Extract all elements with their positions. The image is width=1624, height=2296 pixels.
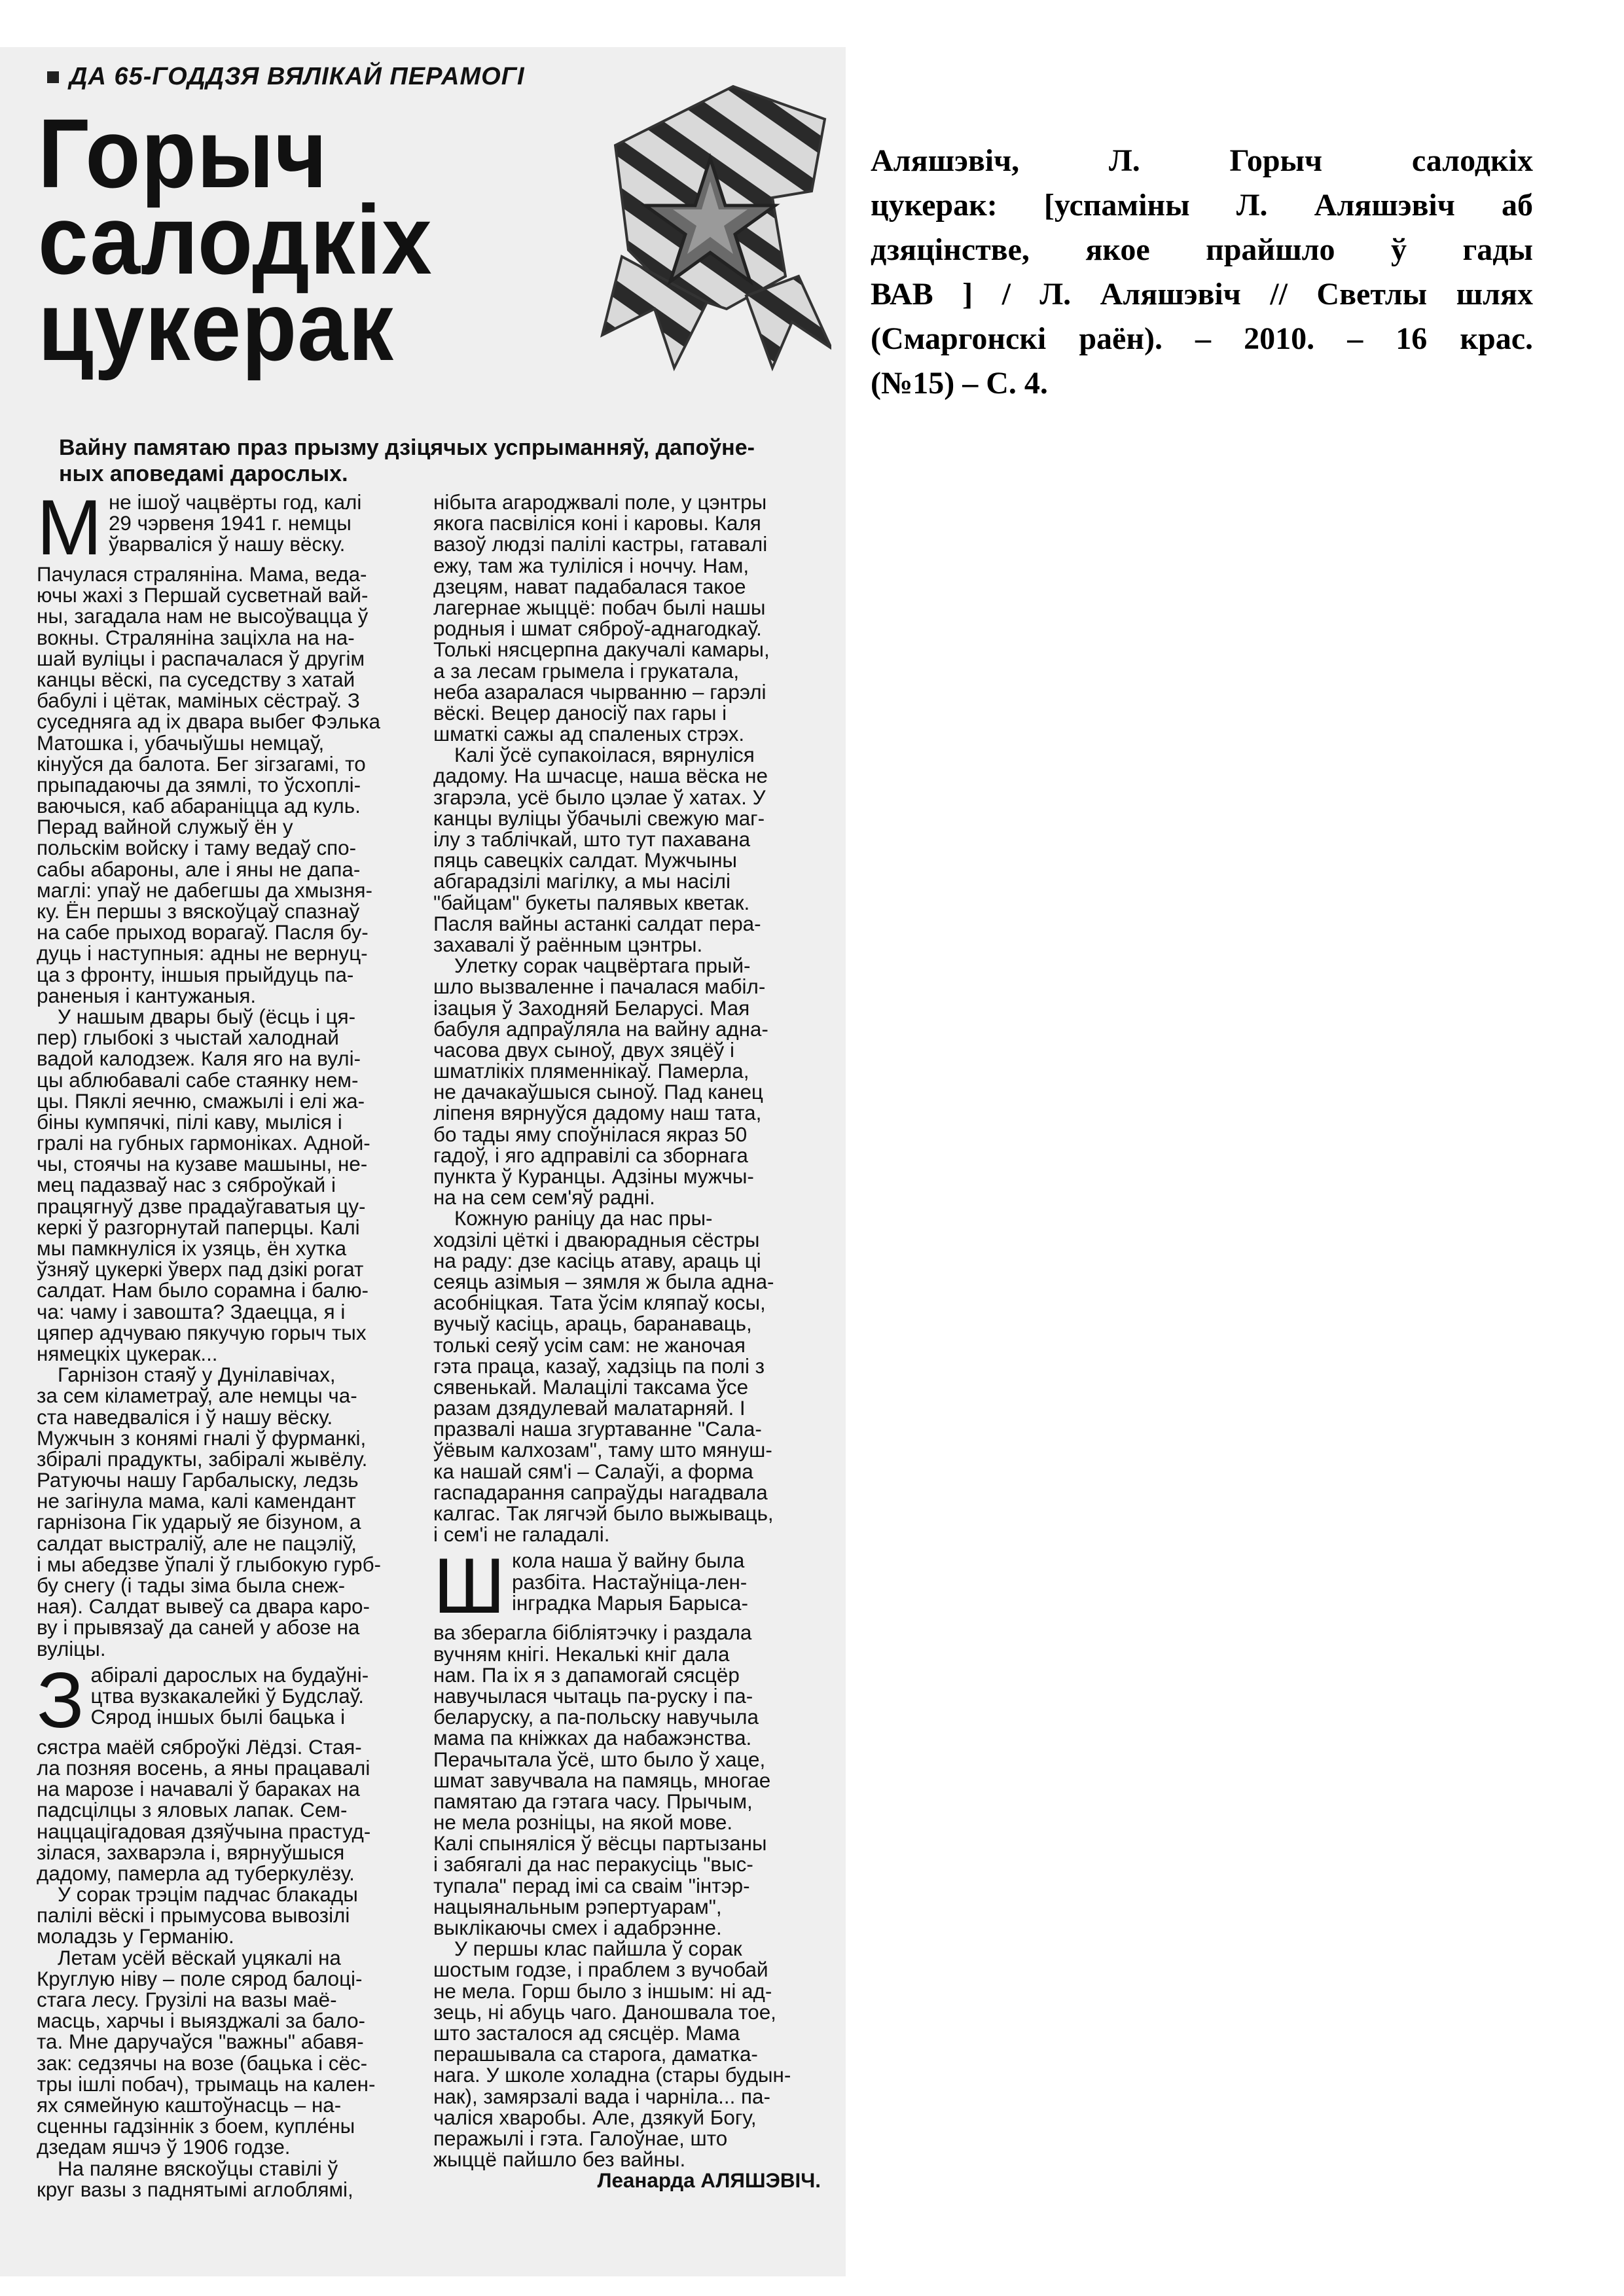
- text-line: вёскі. Вецер даносіў пах гары і: [433, 702, 727, 725]
- text-line: беларуску, а па-польску навучыла: [433, 1707, 759, 1729]
- text-line: і мы абедзве ўпалі ў глыбокую гурб-: [37, 1554, 382, 1575]
- text-line: У першы клас пайшла ў сорак: [454, 1939, 742, 1960]
- text-line: ца з фронту, іншыя прыйдуць па-: [37, 964, 354, 986]
- text-line: "байцам" букеты палявых кветак.: [433, 892, 750, 914]
- text-line: У сорак трэцім падчас блакады: [58, 1884, 358, 1906]
- text-line: зець, ні абуць чаго. Даношвала тое,: [433, 2001, 776, 2023]
- dropcap-letter: Ш: [433, 1551, 505, 1623]
- text-line: падсцілцы з яловых лапак. Сем-: [37, 1800, 348, 1821]
- text-line: бо тады яму споўнілася якраз 50: [433, 1124, 748, 1145]
- text-line: суседняга ад іх двара выбег Фэлька: [37, 711, 380, 733]
- text-line: керкі ў разгорнутай паперцы. Калі: [37, 1217, 360, 1238]
- text-line: перашывала са старога, даматка-: [433, 2044, 758, 2066]
- text-line: ўёвым калхозам", таму што мянуш-: [433, 1440, 772, 1462]
- text-line: выклікаючы смех і адабрэнне.: [433, 1918, 722, 1939]
- text-line: гэта праца, казаў, хадзіць па полі з: [433, 1355, 765, 1377]
- text-line: толькі сеяў усім сам: не жаночая: [433, 1335, 746, 1356]
- text-line: абгарадзілі магілку, а мы насілі: [433, 871, 731, 893]
- text-line: цы. Пяклі яечню, смажылі і елі жа-: [37, 1090, 365, 1112]
- text-line: асобніцкая. Тата ўсім кляпаў косы,: [433, 1293, 766, 1314]
- text-line: ка нашай сям'і – Салаўі, а форма: [433, 1461, 753, 1482]
- newspaper-clipping: [0, 47, 846, 2276]
- text-line: на сабе прыход ворагаў. Пасля бу-: [37, 922, 369, 944]
- lead-line: Вайну памятаю праз прызму дзіцячых успрыманняў, дапоўне-: [59, 435, 755, 460]
- text-line: не мела розніцы, на якой мове.: [433, 1812, 733, 1834]
- text-line: пункта ў Куранцы. Адзіны мужчы-: [433, 1166, 754, 1188]
- text-line: ваючыся, каб абараніцца ад куль.: [37, 796, 361, 817]
- text-line: канцы вёскі, па суседству з хатай: [37, 669, 355, 691]
- text-line: круг вазы з паднятымі аглоблямі,: [37, 2179, 353, 2200]
- text-line: шостым годзе, і праблем з вучобай: [433, 1960, 768, 1981]
- text-line: дадому. На шчасце, наша вёска не: [433, 766, 768, 787]
- dropcap-paragraph: [37, 1665, 428, 1737]
- text-line: вучням кнігі. Некалькі кніг дала: [433, 1643, 730, 1665]
- text-line: гадоў, і яго адправілі са зборнага: [433, 1145, 748, 1166]
- text-line: Калі спыняліся ў вёсцы партызаны: [433, 1833, 767, 1855]
- text-line: на раду: дзе касіць атаву, араць ці: [433, 1250, 761, 1272]
- text-line: Ратуючы нашу Гарбалыску, ледзь: [37, 1470, 359, 1492]
- text-line: родныя і шмат сяброў-аднагодкаў.: [433, 619, 762, 640]
- text-line: стага лесу. Грузілі на вазы маё-: [37, 1990, 337, 2011]
- text-line: вазоў людзі палілі кастры, гатавалі: [433, 534, 768, 556]
- text-line: масць, харчы і выязджалі за бало-: [37, 2011, 366, 2032]
- text-line: Пасля вайны астанкі салдат пера-: [433, 913, 761, 935]
- text-line: шмат завучвала на памяць, многае: [433, 1770, 771, 1791]
- text-line: мы памкнуліся іх узяць, ён хутка: [37, 1238, 347, 1260]
- text-line: лагернае жыццё: побач былі нашы: [433, 597, 766, 619]
- text-line: цяпер адчуваю пякучую горыч тых: [37, 1322, 367, 1344]
- text-line: шматлікіх пляменнікаў. Памерла,: [433, 1061, 749, 1083]
- text-line: гаспадарання сапраўды нагадвала: [433, 1482, 768, 1503]
- text-line: ву і прывязаў да саней у абозе на: [37, 1617, 360, 1639]
- dropcap-letter: М: [37, 492, 102, 564]
- text-line: палілі вёскі і прымусова вывозілі: [37, 1905, 350, 1927]
- text-line: гралі на губных гармоніках. Адной-: [37, 1133, 370, 1155]
- text-line: ілу з таблічкай, што тут пахавана: [433, 829, 751, 851]
- text-line: У нашым двары быў (ёсць і ця-: [58, 1006, 356, 1028]
- text-line: памятаю да гэтага часу. Прычым,: [433, 1791, 753, 1813]
- square-bullet-icon: [47, 71, 59, 83]
- bib-line: (Смаргонскі раён). – 2010. – 16 крас.: [871, 321, 1533, 356]
- text-line: нам. Па іх я з дапамогай сясцёр: [433, 1664, 740, 1686]
- text-line: пер) глыбокі з чыстай халоднай: [37, 1028, 339, 1049]
- text-line: кінуўся да балота. Бег зігзагамі, то: [37, 753, 366, 775]
- text-line: захавалі ў раённым цэнтры.: [433, 934, 703, 956]
- text-line: гарнізона Гік ударыў яе бізуном, а: [37, 1512, 361, 1534]
- dropcap-paragraph: [433, 1551, 827, 1623]
- text-line: неба азаралася чырванню – гарэлі: [433, 681, 767, 703]
- article-headline: [38, 98, 496, 381]
- st-george-ribbon-star-icon: [576, 60, 831, 427]
- text-line: празвалі наша згуртаванне "Сала-: [433, 1419, 762, 1441]
- text-line: Летам усёй вёскай уцякалі на: [58, 1947, 341, 1969]
- text-line: якога пасвіліся коні і каровы. Каля: [433, 513, 761, 535]
- text-line: і забягалі да нас перакусіць "выс-: [433, 1854, 753, 1876]
- text-line: тупала" перад імі са сваім "інтэр-: [433, 1875, 750, 1897]
- dropcap-letter: З: [37, 1664, 84, 1737]
- text-line: і сем'і не галадалі.: [433, 1524, 610, 1546]
- text-line: шай вуліцы і распачалася ў другім: [37, 648, 365, 670]
- text-line: бабуля адпраўляла на вайну адна-: [433, 1018, 768, 1040]
- text-line: дзедам яшчэ ў 1906 годзе.: [37, 2137, 291, 2159]
- rubric-text: ДА 65-ГОДДЗЯ ВЯЛІКАЙ ПЕРАМОГІ: [69, 63, 525, 90]
- text-line: перажылі і гэта. Галоўнае, што: [433, 2128, 728, 2150]
- text-line: вуліцы.: [37, 1638, 106, 1660]
- headline-line: цукерак: [38, 271, 394, 381]
- text-line: чаліся хваробы. Але, дзякуй Богу,: [433, 2107, 757, 2128]
- bib-line: дзяцінстве, якое прайшло ў гады: [871, 232, 1533, 267]
- text-line: тры ішлі побач), трымаць на кален-: [37, 2073, 376, 2095]
- text-line: сабы абароны, але і яны не дапа-: [37, 859, 361, 880]
- text-line: та. Мне даручаўся "важны" абавя-: [37, 2032, 364, 2053]
- text-line: нага. У школе холадна (стары будын-: [433, 2065, 791, 2087]
- text-line: навучылася чытаць па-руску і па-: [433, 1685, 753, 1708]
- text-line: зілася, захварэла і, вярнуўшыся: [37, 1842, 345, 1863]
- text-line: жыццё пайшло без вайны.: [433, 2149, 686, 2171]
- text-line: Улетку сорак чацвёртага прый-: [454, 956, 751, 977]
- text-line: прыпадаючы да зямлі, то ўсхоплі-: [37, 774, 361, 797]
- text-line: бабулі і цётак, маміных сёстраў. З: [37, 691, 360, 712]
- text-line: дадому, памерла ад туберкулёзу.: [37, 1863, 355, 1885]
- text-line: польскім войску і таму ведаў спо-: [37, 838, 357, 859]
- text-line: маглі: упаў не дабегшы да хмызня-: [37, 880, 372, 901]
- text-line: сеяць азімыя – зямля ж была адна-: [433, 1271, 774, 1293]
- text-line: мец падазваў нас з сяброўкай і: [37, 1175, 336, 1196]
- text-line: ча: чаму і завошта? Здаецца, я і: [37, 1301, 346, 1323]
- text-line: сценны гадзіннік з боем, купле́ны: [37, 2116, 355, 2138]
- right-column: [433, 492, 827, 2191]
- headline-line: салодкіх: [38, 185, 433, 295]
- text-line: На паляне вяскоўцы ставілі ў: [58, 2158, 338, 2179]
- bib-line: цукерак: [успаміны Л. Аляшэвіч аб: [871, 188, 1533, 223]
- text-line: цы аблюбавалі сабе стаянку нем-: [37, 1069, 359, 1091]
- text-line: калгас. Так лягчэй было выжываць,: [433, 1503, 774, 1525]
- text-line: ста наведваліся і ў нашу вёску.: [37, 1407, 333, 1428]
- text-line: Перад вайной служыў ён у: [37, 817, 293, 838]
- text-line: разбіта. Настаўніца-лен-: [511, 1571, 748, 1593]
- text-line: пяць савецкіх салдат. Мужчыны: [433, 850, 737, 872]
- text-line: вучыў касіць, араць, баранаваць,: [433, 1314, 752, 1335]
- text-line: ны, загадала нам не высоўвацца ў: [37, 606, 369, 628]
- text-line: разам дзядулевай малатарняй. І: [433, 1398, 746, 1420]
- text-line: ўзняў цукеркі ўверх пад дзікі рогат: [37, 1259, 364, 1281]
- text-line: салдат. Нам было сорамна і балю-: [37, 1280, 369, 1302]
- left-column: [37, 492, 428, 2200]
- text-line: бу снегу (і тады зіма была снеж-: [37, 1575, 346, 1597]
- dropcap-paragraph: [37, 492, 428, 564]
- text-line: вокны. Страляніна заціхла на на-: [37, 627, 355, 649]
- text-line: Кожную раніцу да нас пры-: [454, 1208, 713, 1230]
- text-line: Пачулася страляніна. Мама, веда-: [37, 564, 367, 586]
- text-line: ходзілі цёткі і дваюрадныя сёстры: [433, 1229, 760, 1251]
- text-line: біны кумпячкі, пілі каву, мыліся і: [37, 1111, 342, 1134]
- text-line: раненыя і кантужаныя.: [37, 985, 257, 1007]
- text-line: 29 чэрвеня 1941 г. немцы: [108, 513, 352, 535]
- text-line: салдат выстраліў, але не пацэліў,: [37, 1533, 357, 1554]
- text-line: ях сямейную каштоўнасць – на-: [37, 2094, 342, 2117]
- text-line: нямецкіх цукерак...: [37, 1343, 218, 1365]
- text-line: дзецям, нават падабалася такое: [433, 576, 746, 598]
- text-line: а за лесам грымела і грукатала,: [433, 660, 740, 682]
- text-line: Толькі нясцерпна дакучалі камары,: [433, 639, 770, 661]
- text-line: канцы вуліцы ўбачылі свежую маг-: [433, 808, 765, 829]
- bib-line: (№15) – С. 4.: [871, 366, 1048, 401]
- text-line: нацыянальным рэпертуарам",: [433, 1896, 722, 1918]
- text-line: што засталося ад сясцёр. Мама: [433, 2022, 740, 2045]
- text-line: згарэла, усё было цэлае ў хатах. У: [433, 787, 766, 808]
- text-line: наццацігадовая дзяўчына прастуд-: [37, 1821, 371, 1842]
- text-line: цтва вузкакалейкі ў Будслаў.: [90, 1685, 364, 1708]
- text-line: не дачакаўшыся сыноў. Пад канец: [433, 1082, 763, 1103]
- rubric: [47, 63, 525, 91]
- text-line: Гарнізон стаяў у Дунілавічах,: [58, 1365, 336, 1386]
- text-line: ўварваліся ў нашу вёску.: [108, 534, 346, 556]
- text-line: Круглую ніву – поле сярод балоці-: [37, 1968, 363, 1990]
- text-line: не ішоў чацвёрты год, калі: [108, 492, 362, 514]
- text-line: дуць і наступныя: адны не вернуц-: [37, 943, 368, 965]
- text-line: збіралі прадукты, забіралі жывёлу.: [37, 1448, 368, 1471]
- text-line: Перачытала ўсё, што было ў хаце,: [433, 1749, 766, 1770]
- lead-line: ных аповедамі дарослых.: [59, 461, 348, 486]
- text-line: кола наша ў вайну была: [511, 1551, 745, 1572]
- text-line: ная). Салдат вывеў са двара каро-: [37, 1596, 370, 1618]
- text-line: Калі ўсё супакоілася, вярнуліся: [454, 745, 755, 766]
- text-line: працягнуў дзве прадаўгаватыя цу-: [37, 1196, 366, 1217]
- text-line: вадой калодзеж. Каля яго на вулі-: [37, 1049, 361, 1070]
- article-lead: [59, 435, 818, 487]
- text-line: на марозе і начавалі ў бараках на: [37, 1779, 360, 1801]
- text-line: шматкі сажы ад спаленых стрэх.: [433, 724, 745, 745]
- author-signature: Леанарда АЛЯШЭВІЧ.: [597, 2170, 821, 2192]
- text-line: моладзь у Германію.: [37, 1926, 234, 1948]
- text-line: ючы жахі з Першай сусветнай вай-: [37, 585, 369, 607]
- headline-line: Горыч: [38, 98, 328, 208]
- text-line: нак), замярзалі вада і чарніла... па-: [433, 2086, 770, 2108]
- text-line: інградка Марыя Барыса-: [511, 1592, 748, 1614]
- bib-line: Аляшэвіч, Л. Горыч салодкіх: [871, 143, 1533, 178]
- text-line: чы, стоячы на кузаве машыны, не-: [37, 1154, 368, 1175]
- text-line: мама па кніжках да набажэнства.: [433, 1728, 752, 1749]
- text-line: ку. Ён першы з вяскоўцаў спазнаў: [37, 901, 360, 923]
- text-line: ліпеня вярнуўся дадому наш тата,: [433, 1103, 762, 1124]
- text-line: за сем кіламетраў, але немцы ча-: [37, 1386, 357, 1407]
- text-line: Мужчын з конямі гналі ў фурманкі,: [37, 1427, 367, 1449]
- text-line: нібыта агароджвалі поле, у цэнтры: [433, 492, 767, 514]
- text-line: не мела. Горш было з іншым: ні ад-: [433, 1981, 772, 2002]
- text-line: Матошка і, убачыўшы немцаў,: [37, 732, 325, 754]
- text-line: абіралі дарослых на будаўні-: [90, 1664, 369, 1686]
- text-line: шло вызваленне і пачалася мабіл-: [433, 977, 766, 998]
- text-line: ла позняя восень, а яны працавалі: [37, 1757, 370, 1780]
- bib-line: ВАВ ] / Л. Аляшэвіч // Светлы шлях: [871, 277, 1533, 312]
- text-line: зак: седзячы на возе (бацька і сёс-: [37, 2053, 368, 2074]
- text-line: ізацыя ў Заходняй Беларусі. Мая: [433, 997, 750, 1019]
- bibliographic-description: [871, 139, 1533, 406]
- text-line: сявенькай. Малацілі таксама ўсе: [433, 1376, 749, 1399]
- text-line: не загінула мама, калі камендант: [37, 1491, 356, 1513]
- text-line: часова двух сыноў, двух зяцёў і: [433, 1039, 734, 1062]
- text-line: сястра маёй сяброўкі Лёдзі. Стая-: [37, 1736, 362, 1758]
- text-line: ежу, там жа туліліся і ноччу. Нам,: [433, 555, 749, 577]
- text-line: на на сем сем'яў радні.: [433, 1187, 655, 1209]
- text-line: ва зберагла бібліятэчку і раздала: [433, 1623, 752, 1644]
- text-line: Сярод іншых былі бацька і: [90, 1707, 346, 1729]
